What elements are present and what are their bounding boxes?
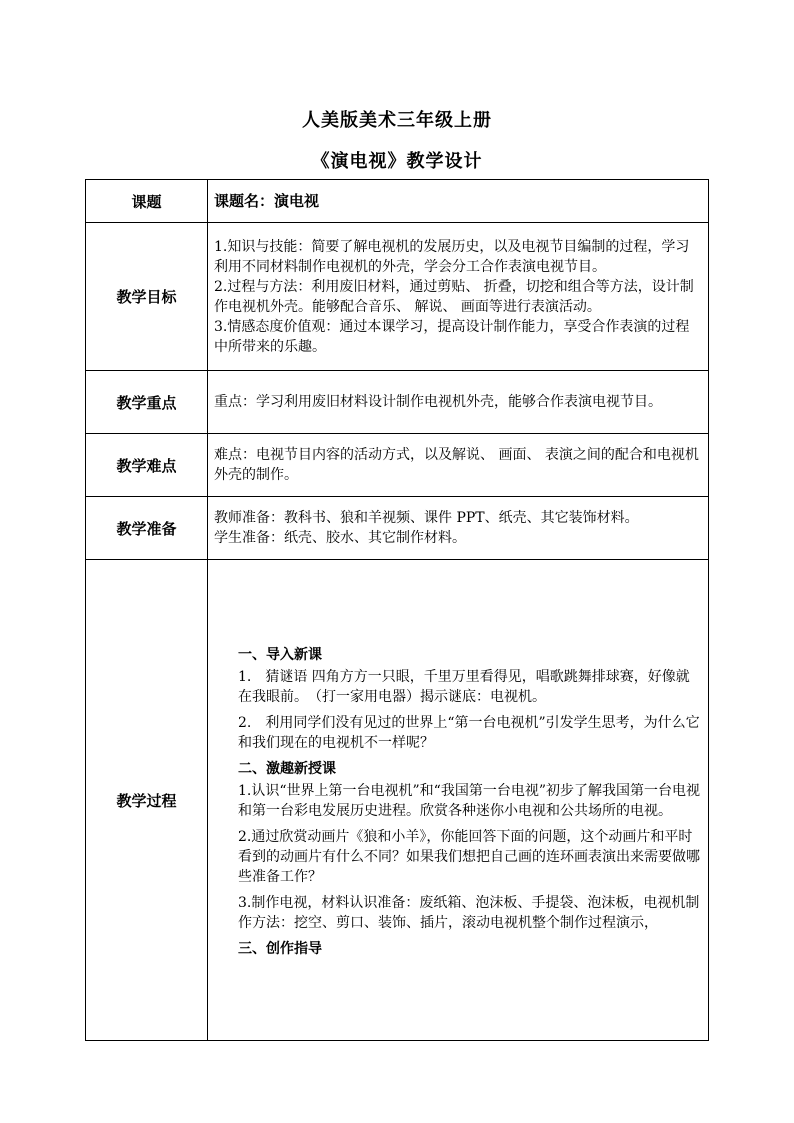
lesson-plan-table — [85, 179, 709, 1041]
key-points-content: 重点：学习利用废旧材料设计制作电视机外壳，能够合作表演电视节目。 — [208, 371, 709, 434]
label-goals: 教学目标 — [86, 223, 208, 371]
row-preparation — [86, 497, 709, 560]
preparation-content — [208, 497, 709, 560]
new-lesson-paragraph-1: 1.认识“世界上第一台电视机”和“我国第一台电视”初步了解我国第一台电视和第一台彩电发展历史进程。欣赏各种迷你小电视和公共场所的电视。 — [238, 783, 700, 819]
label-process: 教学过程 — [86, 560, 208, 1041]
label-topic: 课题 — [86, 180, 208, 223]
section-heading-intro: 一、导入新课 — [238, 647, 322, 663]
document-title: 人美版美术三年级上册 — [302, 110, 492, 131]
section-heading-creation: 三、创作指导 — [238, 941, 322, 957]
label-difficulties: 教学难点 — [86, 434, 208, 497]
label-key-points: 教学重点 — [86, 371, 208, 434]
goal-attitude: 3.情感态度价值观：通过本课学习，提高设计制作能力，享受合作表演的过程中所带来的乐趣。 — [214, 318, 690, 355]
goal-process: 2.过程与方法：利用废旧材料，通过剪贴、 折叠，切挖和组合等方法，设计制作电视机外壳。能够配合音乐、 解说、 画面等进行表演活动。 — [214, 278, 694, 315]
section-heading-new-lesson: 二、激趣新授课 — [238, 761, 336, 777]
goals-content — [208, 223, 709, 371]
topic-content: 课题名：演电视 — [208, 180, 709, 223]
intro-paragraph-2: 2. 利用同学们没有见过的世界上“第一台电视机”引发学生思考，为什么它和我们现在的电视机不一样呢？ — [238, 715, 700, 751]
difficulties-content: 难点：电视节目内容的活动方式，以及解说、 画面、 表演之间的配合和电视机外壳的制作。 — [208, 434, 709, 497]
process-content — [208, 560, 709, 1041]
goal-knowledge: 1.知识与技能：简要了解电视机的发展历史，以及电视节目编制的过程，学习利用不同材料制作电视机的外壳，学会分工合作表演电视节目。 — [214, 238, 690, 275]
new-lesson-paragraph-2: 2.通过欣赏动画片《狼和小羊》，你能回答下面的问题，这个动画片和平时看到的动画片有什么不同？如果我们想把自己画的连环画表演出来需要做哪些准备工作？ — [238, 829, 700, 885]
intro-paragraph-1: 1. 猜谜语 四角方方一只眼，千里万里看得见，唱歌跳舞排球赛，好像就在我眼前。 （打一家用电器）揭示谜底：电视机。 — [238, 669, 690, 705]
label-preparation: 教学准备 — [86, 497, 208, 560]
teacher-preparation: 教师准备：教科书、狼和羊视频、课件 PPT、纸壳、其它装饰材料。 — [214, 510, 639, 526]
row-topic — [86, 180, 709, 223]
row-goals — [86, 223, 709, 371]
row-key-points — [86, 371, 709, 434]
new-lesson-paragraph-3: 3.制作电视，材料认识准备：废纸箱、泡沫板、手提袋、泡沫板，电视机制作方法：挖空、剪口、装饰、插片，滚动电视机整个制作过程演示， — [238, 895, 700, 931]
row-difficulties — [86, 434, 709, 497]
document-subtitle: 《演电视》教学设计 — [311, 151, 483, 172]
student-preparation: 学生准备：纸壳、胶水、其它制作材料。 — [214, 530, 466, 546]
row-process — [86, 560, 709, 1041]
